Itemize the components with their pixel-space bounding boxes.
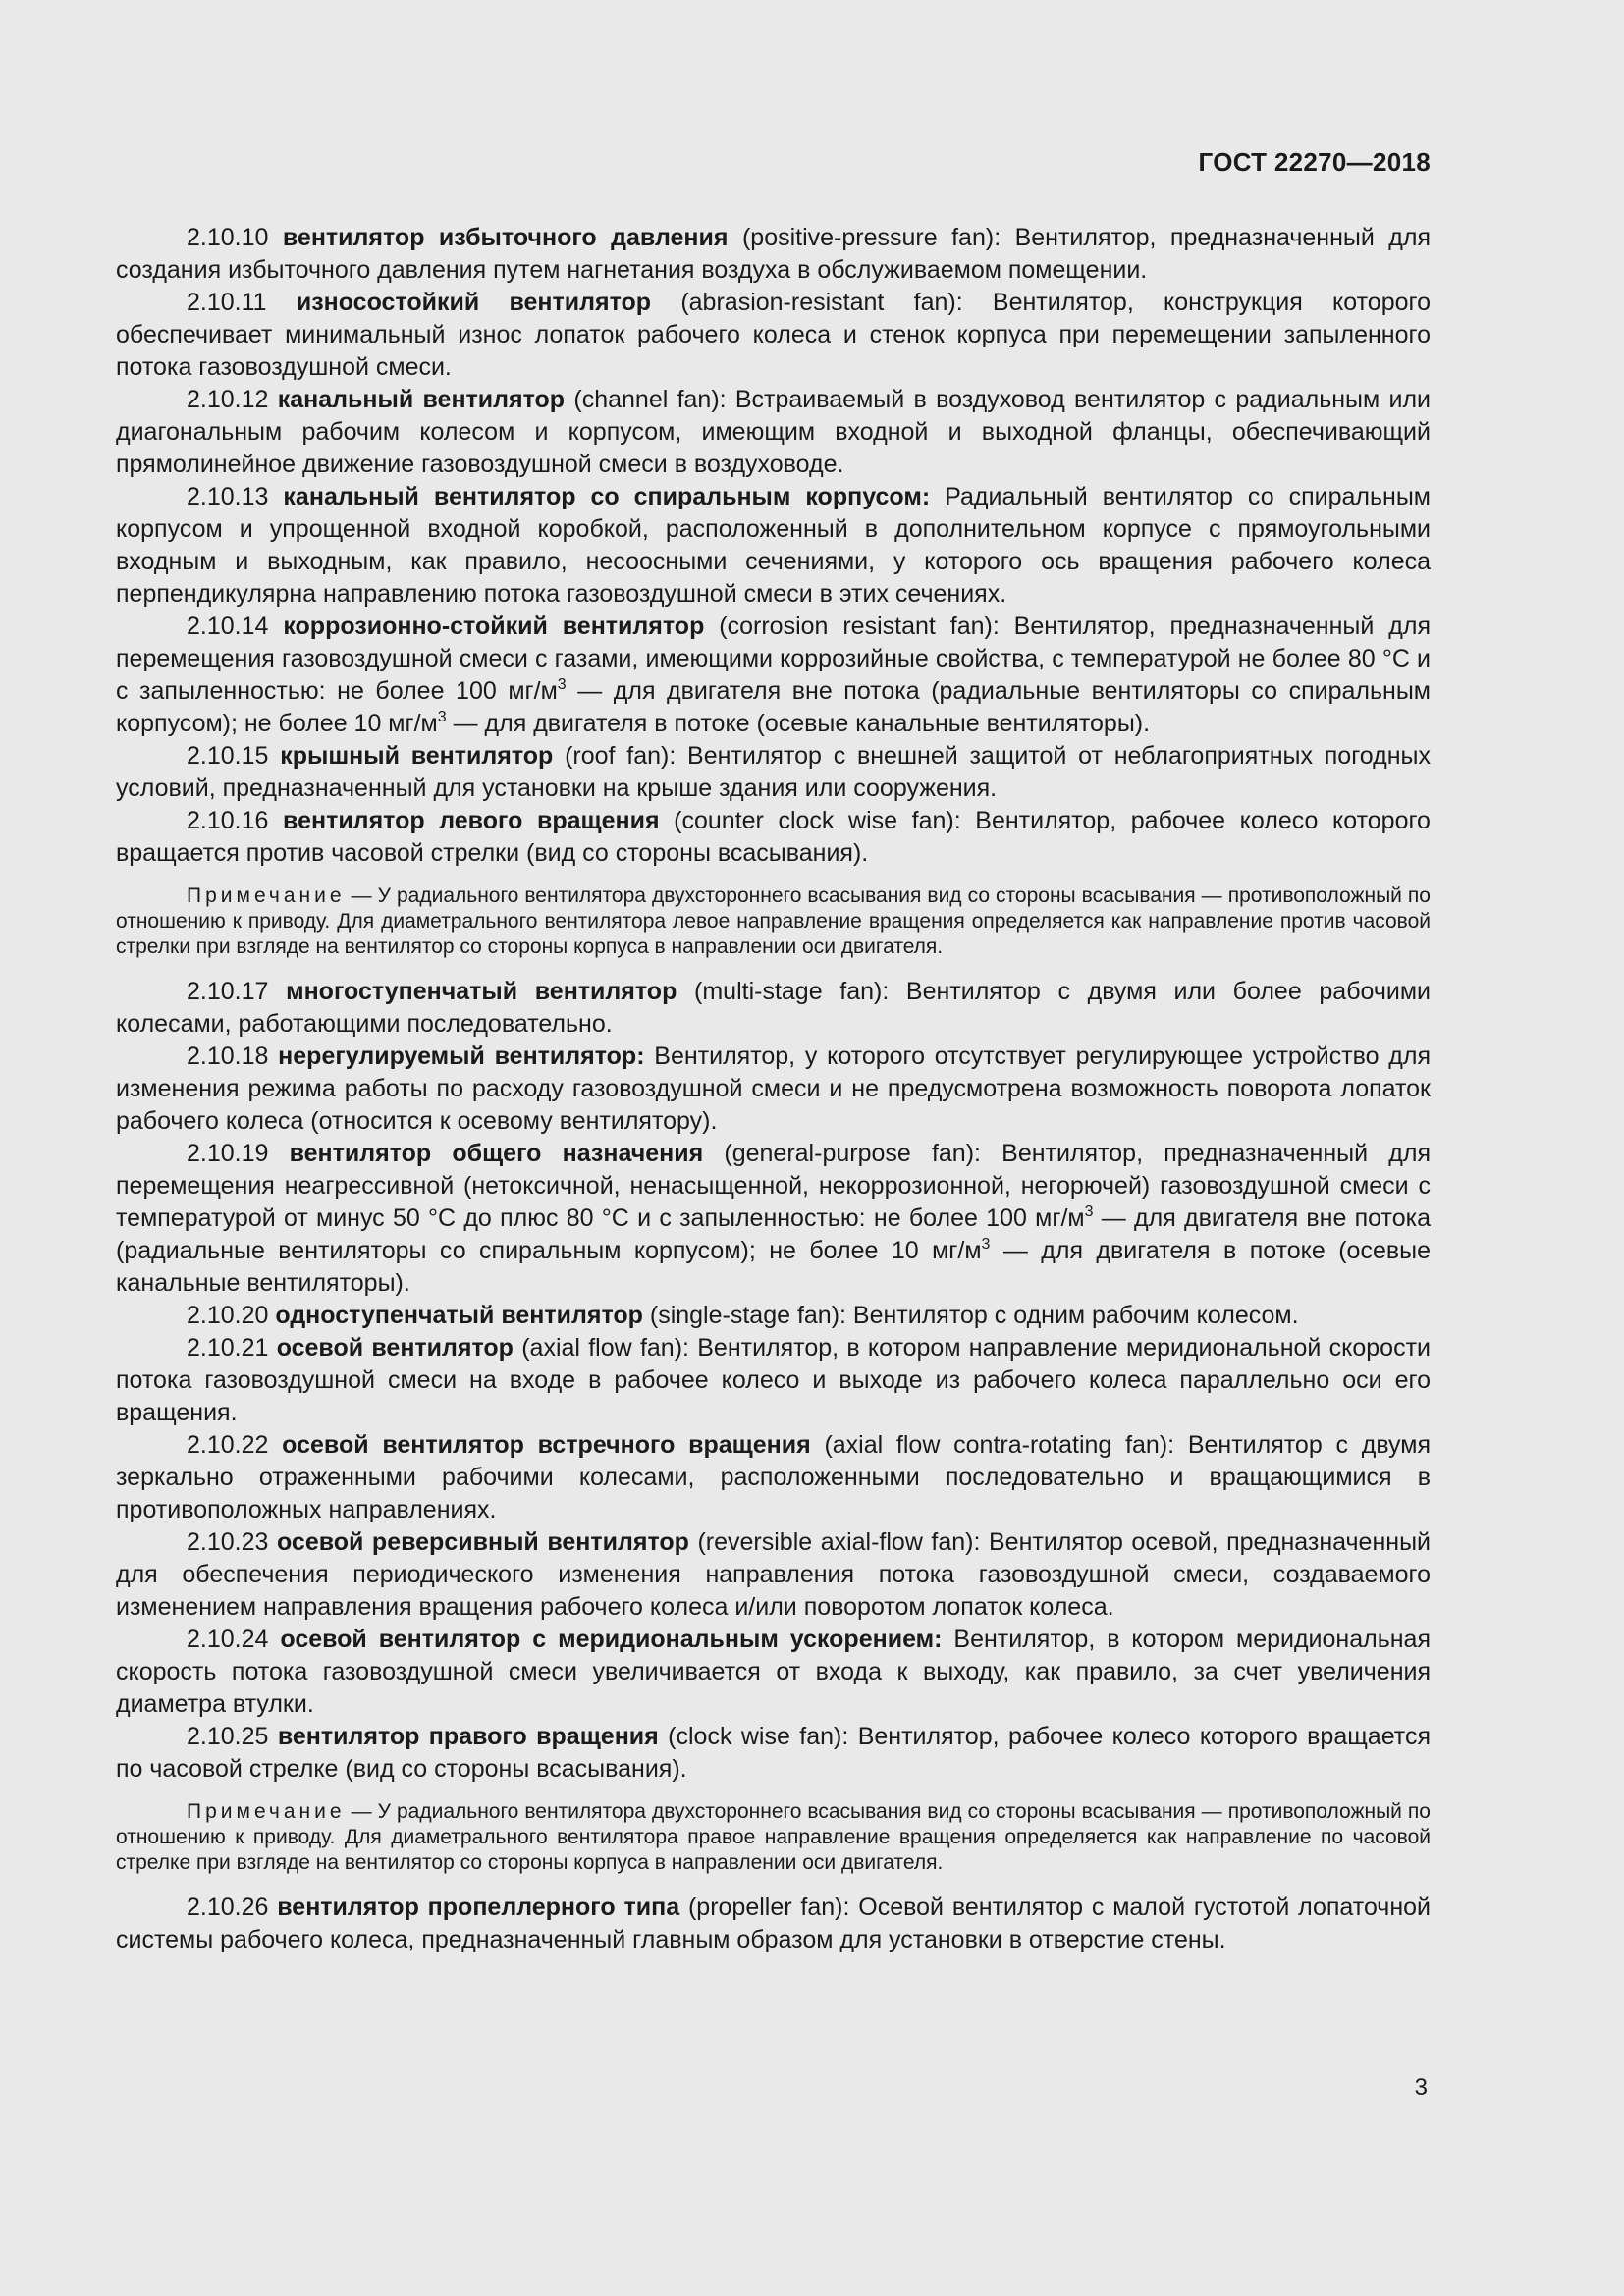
entry-number: 2.10.15 <box>187 742 269 770</box>
entry-term: осевой вентилятор встречного вращения <box>282 1431 811 1459</box>
entry-definition: (abrasion-resistant fan): Вентилятор, конструкция которого обеспечивает минимальный износ лопаток рабочего колеса и стенок корпуса при перемещении запыленного потока газовоздушной смеси. <box>116 289 1431 381</box>
entry-term: осевой реверсивный вентилятор <box>276 1528 689 1556</box>
entry-term: осевой вентилятор с меридиональным ускорением: <box>280 1626 943 1653</box>
note-text: — У радиального вентилятора двухстороннего всасывания вид со стороны всасывания — противоположный по отношению к приводу. Для диаметрального вентилятора правое направление вращения определяется как направление по часовой стрелке при взгляде на вентилятор со стороны корпуса в направлении оси двигателя. <box>116 1800 1431 1874</box>
entry-term: вентилятор левого вращения <box>283 807 660 834</box>
term-entry-2-10-11 <box>116 287 1431 384</box>
entry-term: одноступенчатый вентилятор <box>275 1302 643 1329</box>
term-entry-2-10-18 <box>116 1041 1431 1138</box>
entry-definition: (positive-pressure fan): Вентилятор, предназначенный для создания избыточного давления путем нагнетания воздуха в обслуживаемом помещении. <box>116 224 1431 284</box>
entry-term: осевой вентилятор <box>276 1334 514 1362</box>
entry-term: вентилятор общего назначения <box>289 1140 704 1167</box>
entry-definition: (axial flow contra-rotating fan): Вентилятор с двумя зеркально отраженными рабочими колесами, расположенными последовательно и вращающимися в противоположных направлениях. <box>116 1431 1431 1523</box>
term-entry-2-10-15 <box>116 740 1431 805</box>
entry-definition: (propeller fan): Осевой вентилятор с малой густотой лопаточной системы рабочего колеса, предназначенный главным образом для установки в отверстие стены. <box>116 1894 1432 1953</box>
entry-term: многоступенчатый вентилятор <box>286 978 677 1005</box>
entry-term: вентилятор правого вращения <box>277 1723 659 1750</box>
entry-number: 2.10.11 <box>187 289 267 316</box>
term-entry-2-10-26 <box>116 1892 1431 1956</box>
entry-definition: (reversible axial-flow fan): Вентилятор осевой, предназначенный для обеспечения периодического изменения направления потока газовоздушной смеси, создаваемого изменением направления вращения рабочего колеса и/или поворотом лопаток колеса. <box>116 1528 1431 1621</box>
superscript: 3 <box>1084 1203 1094 1220</box>
entry-definition-part-c: — для двигателя в потоке (осевые канальные вентиляторы). <box>116 1237 1431 1297</box>
note-label: Примечание <box>187 884 346 907</box>
entry-number: 2.10.22 <box>187 1431 269 1459</box>
term-entry-2-10-20 <box>116 1300 1431 1332</box>
term-entry-2-10-14 <box>116 611 1431 740</box>
entry-definition-part-b: — для двигателя вне потока (радиальные вентиляторы со спиральным корпусом); не более 10 мг/м <box>116 1204 1431 1264</box>
entry-number: 2.10.14 <box>187 613 269 640</box>
entry-definition: (clock wise fan): Вентилятор, рабочее колесо которого вращается по часовой стрелке (вид со стороны всасывания). <box>116 1723 1431 1783</box>
term-entry-2-10-13 <box>116 481 1431 611</box>
entry-definition-part-a: (general-purpose fan): Вентилятор, предназначенный для перемещения неагрессивной (нетоксичной, ненасыщенной, некоррозионной, негорючей) газовоздушной смеси с температурой от минус 50 °С до плюс 80 °С и с запыленностью: не более 100 мг/м <box>116 1140 1431 1232</box>
superscript: 3 <box>981 1236 991 1253</box>
entry-definition-part-c: — для двигателя в потоке (осевые канальные вентиляторы). <box>446 710 1151 737</box>
entry-definition: (channel fan): Встраиваемый в воздуховод вентилятор с радиальным или диагональным рабочим колесом и корпусом, имеющим входной и выходной фланцы, обеспечивающий прямолинейное движение газовоздушной смеси в воздуховоде. <box>116 386 1431 478</box>
entry-number: 2.10.23 <box>187 1528 269 1556</box>
entry-definition-part-b: — для двигателя вне потока (радиальные вентиляторы со спиральным корпусом); не более 10 мг/м <box>116 677 1431 737</box>
entry-definition: (single-stage fan): Вентилятор с одним рабочим колесом. <box>649 1302 1299 1329</box>
term-entry-2-10-24 <box>116 1624 1431 1721</box>
term-entry-2-10-19 <box>116 1138 1431 1300</box>
entry-term: канальный вентилятор со спиральным корпусом: <box>283 483 931 510</box>
entry-term: нерегулируемый вентилятор: <box>278 1042 645 1070</box>
entry-number: 2.10.21 <box>187 1334 269 1362</box>
entry-term: износостойкий вентилятор <box>296 289 652 316</box>
document-body <box>116 222 1431 1956</box>
entry-number: 2.10.17 <box>187 978 269 1005</box>
note-block <box>116 1799 1431 1876</box>
page-number: 3 <box>1414 2074 1428 2101</box>
term-entry-2-10-23 <box>116 1526 1431 1624</box>
note-label: Примечание <box>187 1800 346 1823</box>
entry-number: 2.10.12 <box>187 386 269 413</box>
term-entry-2-10-10 <box>116 222 1431 287</box>
entry-definition: (roof fan): Вентилятор с внешней защитой от неблагоприятных погодных условий, предназначенный для установки на крыше здания или сооружения. <box>116 742 1431 802</box>
entry-definition: (counter clock wise fan): Вентилятор, рабочее колесо которого вращается против часовой стрелки (вид со стороны всасывания). <box>116 807 1431 867</box>
document-code-header: ГОСТ 22270—2018 <box>1198 147 1431 177</box>
term-entry-2-10-22 <box>116 1429 1431 1526</box>
entry-number: 2.10.18 <box>187 1042 269 1070</box>
entry-number: 2.10.13 <box>187 483 269 510</box>
superscript: 3 <box>437 709 447 725</box>
entry-term: коррозионно-стойкий вентилятор <box>283 613 705 640</box>
entry-term: канальный вентилятор <box>277 386 566 413</box>
superscript: 3 <box>557 676 567 693</box>
note-text: — У радиального вентилятора двухстороннего всасывания вид со стороны всасывания — противоположный по отношению к приводу. Для диаметрального вентилятора левое направление вращения определяется как направление против часовой стрелки при взгляде на вентилятор со стороны корпуса в направлении оси двигателя. <box>116 884 1431 958</box>
entry-number: 2.10.10 <box>187 224 269 251</box>
entry-number: 2.10.26 <box>187 1894 269 1921</box>
term-entry-2-10-25 <box>116 1721 1431 1786</box>
entry-definition: (multi-stage fan): Вентилятор с двумя или более рабочими колесами, работающими последовательно. <box>116 978 1432 1038</box>
term-entry-2-10-12 <box>116 384 1431 481</box>
entry-term: вентилятор пропеллерного типа <box>277 1894 680 1921</box>
entry-number: 2.10.20 <box>187 1302 269 1329</box>
entry-term: вентилятор избыточного давления <box>282 224 729 251</box>
entry-definition: (axial flow fan): Вентилятор, в котором направление меридиональной скорости потока газовоздушной смеси на входе в рабочее колесо и выходе из рабочего колеса параллельно оси его вращения. <box>116 1334 1431 1426</box>
entry-number: 2.10.25 <box>187 1723 269 1750</box>
entry-definition: Вентилятор, в котором меридиональная скорость потока газовоздушной смеси увеличивается от входа к выходу, как правило, за счет увеличения диаметра втулки. <box>116 1626 1431 1718</box>
entry-definition: Радиальный вентилятор со спиральным корпусом и упрощенной входной коробкой, расположенный в дополнительном корпусе с прямоугольными входным и выходным, как правило, несоосными сечениями, у которого ось вращения рабочего колеса перпендикулярна направлению потока газовоздушной смеси в этих сечениях. <box>116 483 1431 608</box>
entry-number: 2.10.19 <box>187 1140 269 1167</box>
entry-term: крышный вентилятор <box>280 742 554 770</box>
term-entry-2-10-16 <box>116 805 1431 870</box>
term-entry-2-10-17 <box>116 976 1431 1041</box>
entry-number: 2.10.16 <box>187 807 269 834</box>
entry-definition-part-a: (corrosion resistant fan): Вентилятор, предназначенный для перемещения газовоздушной смеси с газами, имеющими коррозийные свойства, с температурой не более 80 °С и с запыленностью: не более 100 мг/м <box>116 613 1431 705</box>
entry-definition: Вентилятор, у которого отсутствует регулирующее устройство для изменения режима работы по расходу газовоздушной смеси и не предусмотрена возможность поворота лопаток рабочего колеса (относится к осевому вентилятору). <box>116 1042 1431 1135</box>
term-entry-2-10-21 <box>116 1332 1431 1429</box>
note-block <box>116 883 1431 960</box>
entry-number: 2.10.24 <box>187 1626 269 1653</box>
